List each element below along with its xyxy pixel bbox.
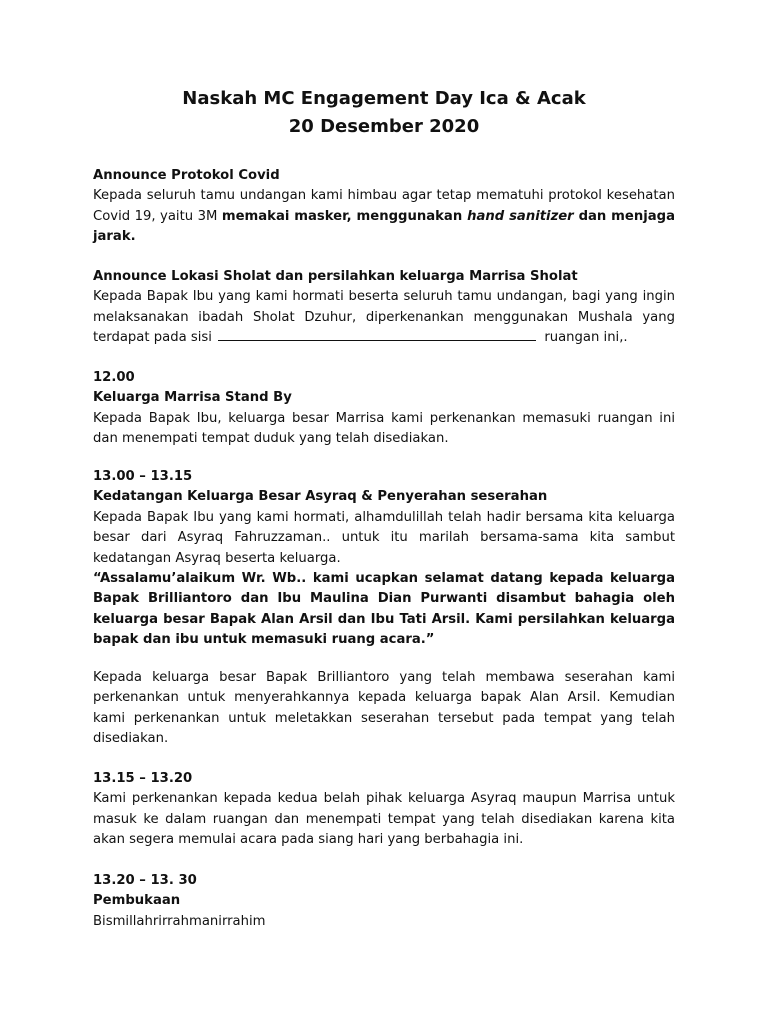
- section-heading: Keluarga Marrisa Stand By: [93, 390, 292, 406]
- section-paragraph: Kami perkenankan kepada kedua belah pihak keluarga Asyraq maupun Marrisa untuk masuk ke dalam ruangan dan menempati tempat yang telah disediakan karena kita akan segera memulai acara pada siang hari yang berbahagia ini.: [93, 791, 675, 848]
- section-protokol-covid: [93, 166, 675, 248]
- section-paragraph: Kepada keluarga besar Bapak Brilliantoro yang telah membawa seserahan kami perkenankan untuk menyerahkannya kepada keluarga bapak Alan Arsil. Kemudian kami perkenankan untuk meletakkan seserahan tersebut pada tempat yang telah disediakan.: [93, 670, 675, 747]
- session-time: 12.00: [93, 370, 135, 385]
- paragraph-text: Kepada Bapak Ibu yang kami hormati beserta seluruh tamu undangan, bagi yang ingin melaksanakan ibadah Sholat Dzuhur, diperkenankan menggunakan Mushala yang terdapat pada sisi: [93, 289, 675, 346]
- section-lokasi-sholat: [93, 267, 675, 349]
- paragraph-text-after: ruangan ini,.: [544, 330, 628, 346]
- section-1300-followup: [93, 668, 675, 750]
- session-time: 13.00 – 13.15: [93, 469, 193, 484]
- section-paragraph: [93, 186, 675, 247]
- section-1200: [93, 368, 675, 450]
- section-paragraph: Bismillahrirrahmanirrahim: [93, 913, 266, 929]
- section-1315: [93, 769, 675, 851]
- paragraph-bold-italic-text: hand sanitizer: [467, 208, 574, 224]
- section-1300: [93, 467, 675, 651]
- session-time: 13.20 – 13. 30: [93, 873, 197, 888]
- section-heading: Announce Protokol Covid: [93, 168, 280, 183]
- section-paragraph: [93, 287, 675, 348]
- greeting-quote: “Assalamu’alaikum Wr. Wb.. kami ucapkan selamat datang kepada keluarga Bapak Brilliantoro dan Ibu Maulina Dian Purwanti disambut bahagia oleh keluarga besar Bapak Alan Arsil dan Ibu Tati Arsil. Kami persilahkan keluarga bapak dan ibu untuk memasuki ruang acara.”: [93, 571, 675, 648]
- paragraph-bold-text-end: dan menjaga jarak.: [93, 208, 676, 245]
- section-1320: [93, 871, 675, 932]
- paragraph-bold-text: memakai masker, menggunakan: [221, 208, 468, 224]
- section-heading: Kedatangan Keluarga Besar Asyraq & Penyerahan seserahan: [93, 489, 548, 505]
- document-date: 20 Desember 2020: [288, 116, 480, 137]
- paragraph-text: Kepada seluruh tamu undangan kami himbau agar tetap mematuhi protokol kesehatan Covid 19, yaitu 3M: [93, 188, 675, 224]
- document-title: Naskah MC Engagement Day Ica & Acak: [182, 88, 586, 109]
- section-heading: Announce Lokasi Sholat dan persilahkan keluarga Marrisa Sholat: [93, 269, 578, 284]
- fill-in-blank-line: [218, 328, 536, 341]
- section-paragraph: Kepada Bapak Ibu, keluarga besar Marrisa kami perkenankan memasuki ruangan ini dan menempati tempat duduk yang telah disediakan.: [93, 410, 675, 447]
- session-time: 13.15 – 13.20: [93, 771, 193, 786]
- section-heading: Pembukaan: [93, 893, 181, 909]
- section-paragraph: Kepada Bapak Ibu yang kami hormati, alhamdulillah telah hadir bersama kita keluarga besar dari Asyraq Fahruzzaman.. untuk itu marilah bersama-sama kita sambut kedatangan Asyraq beserta keluarga.: [93, 509, 675, 566]
